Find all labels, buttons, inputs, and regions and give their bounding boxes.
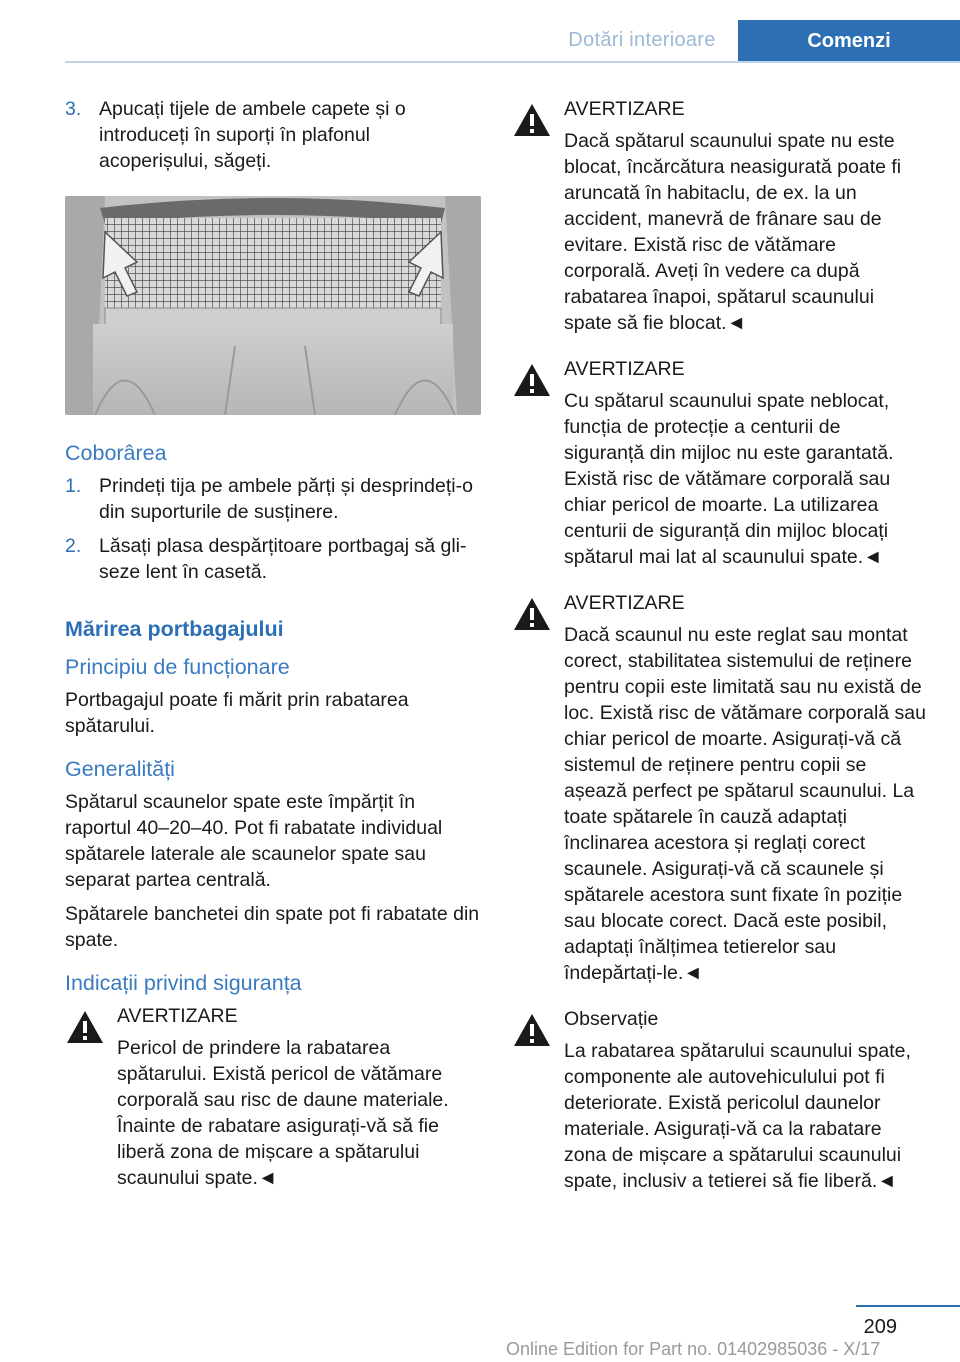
warning-title: AVERTIZARE (564, 592, 685, 614)
marirea-heading: Mărirea portbagajului (65, 617, 284, 641)
warning-triangle-icon (512, 596, 552, 632)
header-section-tab: Dotări interioare (568, 29, 716, 51)
principiu-text: Portbagajul poate fi mărit prin rabatarea spătarului. (65, 689, 409, 737)
coborarea-heading: Coborârea (65, 441, 167, 465)
step-text: Prindeți tija pe ambele părți și desprindeți-o din suporturile de susținere. (99, 475, 473, 523)
page-number: 209 (863, 1316, 897, 1338)
warning-triangle-icon (65, 1009, 105, 1045)
warning-triangle-icon (512, 1012, 552, 1048)
notice-block (512, 1006, 926, 1194)
principiu-heading: Principiu de funcționare (65, 655, 290, 679)
right-column (512, 96, 926, 1214)
step-text: Apucați tijele de ambele capete și o introduceți în suporți în plafonul acoperișului, săgeți. (99, 98, 406, 172)
generalitati-paragraph-1: Spătarul scaunelor spate este împărțit în raportul 40–20–40. Pot fi rabatate individual spătarele laterale ale scaunelor spate sau separat partea centrală. (65, 791, 443, 891)
warning-text: Pericol de prindere la rabatarea spătarului. Există pericol de vătămare corporală sau risc de daune materiale. Înainte de rabatare asigurați-vă să fie liberă zona de mișcare a spătarului scaunului spate.◄ (117, 1037, 449, 1189)
cargo-net-photo (65, 196, 481, 415)
generalitati-heading: Generalități (65, 757, 175, 781)
warning-text: Dacă scaunul nu este reglat sau montat corect, stabilitatea sistemului de reținere pentru copii este limitată sau nu există de loc. Există risc de vătămare corporală sau chiar pericol de moarte. Asigurați-vă că sistemul de reținere pentru copii se așează perfect pe spătarul scaunului. La toate spătarele în cauză adaptați înclinarea acestora și reglați corect scaunele. Asigurați-vă că scaunele și spătarele acestora sunt fixate în poziție sau blocate corect. Dacă este posibil, adaptați înălțimea tetierelor sau îndepărtați-le.◄ (564, 624, 926, 984)
warning-text: Cu spătarul scaunului spate neblocat, funcția de protecție a centurii de siguranță din mijloc nu este garantată. Există risc de vătămare corporală sau chiar pericol de moarte. La utilizarea centurii de siguranță din mijloc blocați spătarul mai lat al scaunului spate.◄ (564, 390, 894, 568)
warning-block (512, 96, 926, 336)
footer-rule (856, 1305, 960, 1307)
step-number: 1. (65, 475, 82, 497)
cargo-net-illustration (65, 196, 481, 415)
header-active-tab: Comenzi (738, 20, 960, 63)
warning-triangle-icon (512, 102, 552, 138)
warning-block (512, 356, 926, 570)
step-3 (65, 96, 481, 174)
warning-block (65, 1003, 481, 1191)
header-rule (65, 61, 960, 63)
left-column (65, 96, 481, 1211)
warning-triangle-icon (512, 362, 552, 398)
step-number: 3. (65, 98, 82, 120)
notice-title: Observație (564, 1008, 659, 1030)
warning-title: AVERTIZARE (564, 98, 685, 120)
warning-block (512, 590, 926, 986)
warning-text: Dacă spătarul scaunului spate nu este blocat, încărcătura neasigurată poate fi aruncată în habitaclu, de ex. la un accident, manevră de frânare sau de evitare. Există risc de vătămare corporală. Aveți în vedere ca după rabatarea înapoi, spătarul scaunului spate să fie blocat.◄ (564, 130, 902, 334)
generalitati-paragraph-2: Spătarele banchetei din spate pot fi rabatate din spate. (65, 903, 480, 951)
coborarea-step-1 (65, 473, 481, 525)
indicatii-heading: Indicații privind siguranța (65, 971, 302, 995)
coborarea-step-2 (65, 533, 481, 585)
warning-title: AVERTIZARE (564, 358, 685, 380)
step-text: Lăsați plasa despărțitoare portbagaj să gliseze lent în casetă. (99, 535, 467, 583)
edition-line: Online Edition for Part no. 01402985036 - X/17 (506, 1339, 881, 1359)
notice-text: La rabatarea spătarului scaunului spate, componente ale autovehiculului pot fi deteriorate. Există pericolul daunelor materiale. Asigurați-vă ca la rabatare zona de mișcare a spătarului scaunului spate, inclusiv a tetierei să fie liberă.◄ (564, 1040, 911, 1192)
warning-title: AVERTIZARE (117, 1005, 238, 1027)
step-number: 2. (65, 535, 82, 557)
